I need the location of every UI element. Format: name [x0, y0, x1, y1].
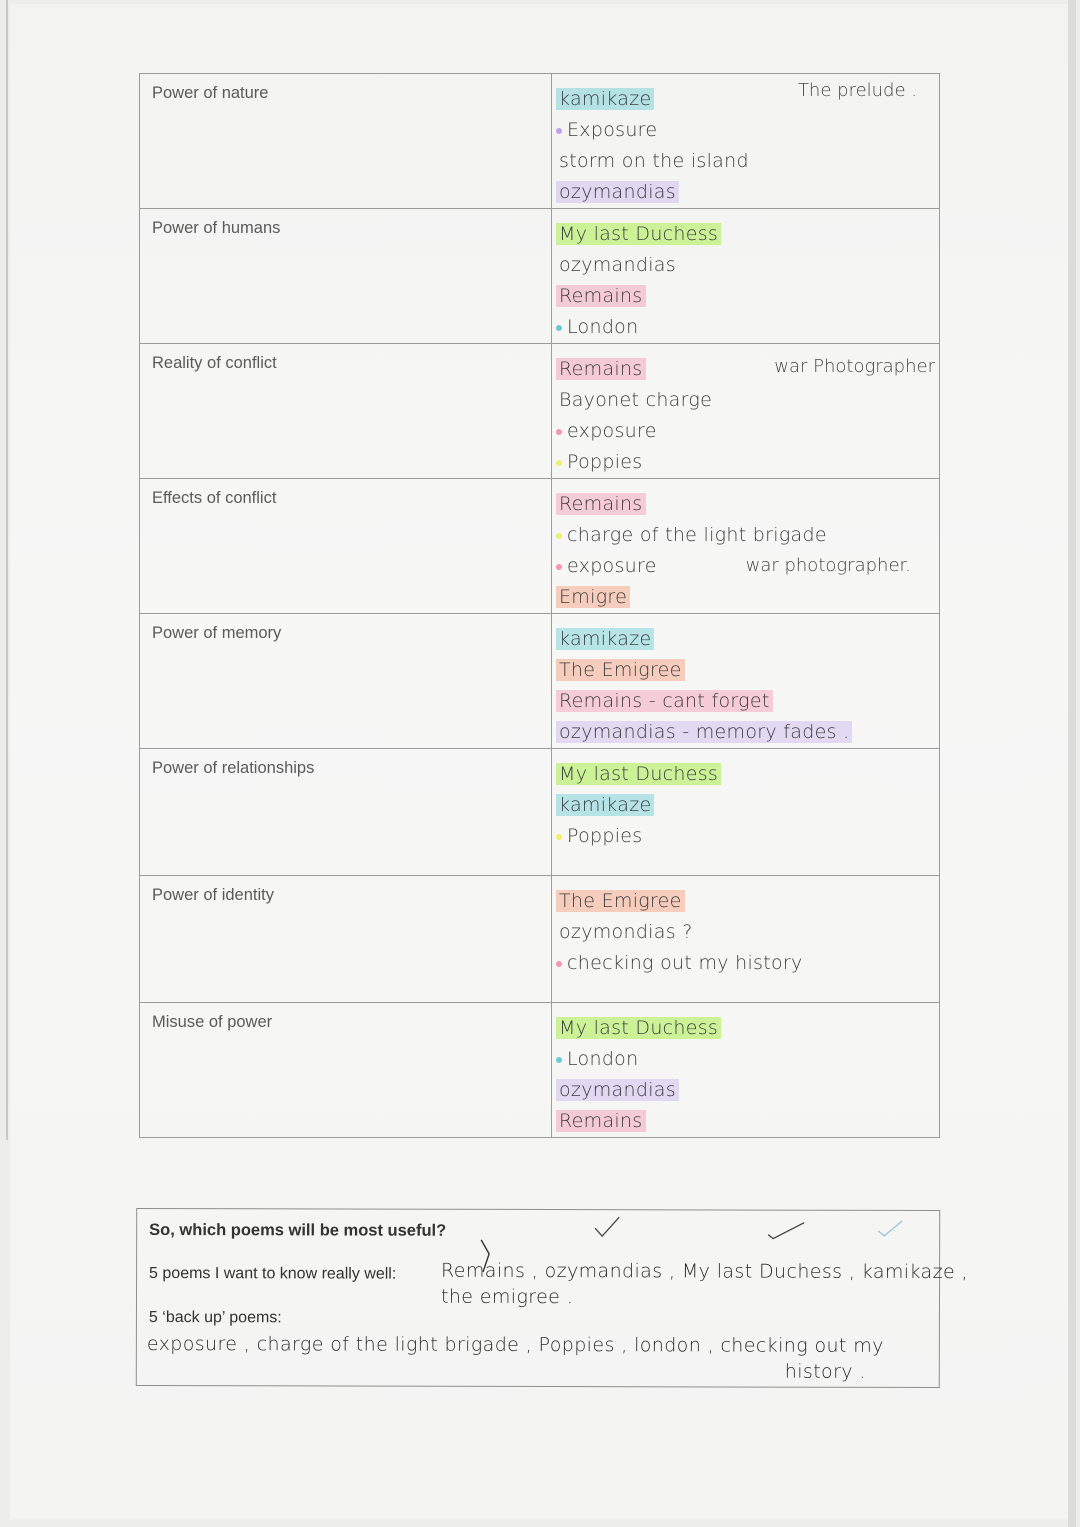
- bullet-dot-icon: [556, 533, 562, 539]
- summary-question: So, which poems will be most useful?: [149, 1220, 447, 1240]
- theme-row: [140, 479, 940, 614]
- poem-item: [556, 489, 939, 520]
- poem-item: [556, 177, 939, 208]
- poem-title: Emigre: [556, 586, 630, 608]
- poem-title: Bayonet charge: [559, 389, 713, 411]
- theme-label: Power of nature: [140, 74, 552, 209]
- poem-item: [556, 686, 939, 717]
- poem-item: [556, 281, 939, 312]
- poem-title: ozymandias: [556, 1079, 679, 1101]
- bullet-dot-icon: [556, 961, 562, 967]
- main-poems-line-2: the emigree .: [440, 1285, 574, 1309]
- poem-title: Remains: [556, 285, 646, 307]
- theme-row: [140, 1003, 940, 1138]
- poem-title: Poppies: [567, 825, 643, 847]
- poem-title: My last Duchess: [556, 223, 721, 245]
- poem-title: London: [567, 1048, 639, 1070]
- theme-label: Misuse of power: [140, 1003, 552, 1138]
- bullet-dot-icon: [556, 128, 562, 134]
- poem-title: checking out my history: [567, 952, 803, 974]
- theme-row: [140, 209, 940, 344]
- poem-title: kamikaze: [556, 794, 654, 816]
- poem-list: [552, 1003, 939, 1137]
- poem-item: [556, 582, 939, 613]
- backup-poems-line-2: history .: [784, 1360, 866, 1383]
- poem-title: kamikaze: [556, 628, 654, 650]
- poem-title: The Emigree: [556, 890, 685, 912]
- poem-item: [556, 655, 939, 686]
- bullet-dot-icon: [556, 325, 562, 331]
- poem-title: Exposure: [567, 119, 658, 141]
- theme-label: Power of memory: [140, 614, 552, 749]
- poem-title: ozymondias ?: [559, 921, 693, 943]
- poem-title: Remains: [556, 493, 646, 515]
- backup-poems-line-1: exposure , charge of the light brigade , Poppies , london , checking out my: [146, 1332, 884, 1357]
- poem-title: London: [567, 316, 639, 338]
- poem-cell: [552, 876, 940, 1003]
- poem-cell: [552, 479, 940, 614]
- check-mark-icon: [765, 1219, 807, 1241]
- theme-row: [140, 74, 940, 209]
- poem-item: [556, 447, 939, 478]
- poem-item: [556, 790, 939, 821]
- poem-cell: [552, 1003, 940, 1138]
- theme-row: [140, 344, 940, 479]
- poem-cell: [552, 209, 940, 344]
- poem-item: [556, 948, 939, 979]
- poem-item: [556, 115, 939, 146]
- poem-item: [556, 1044, 939, 1075]
- side-note: war Photographer: [774, 356, 935, 377]
- page-shadow-right: [1068, 0, 1076, 1527]
- poem-item: [556, 520, 939, 551]
- poem-item: [556, 416, 939, 447]
- page-shadow-left: [6, 0, 8, 1140]
- main-poems-line-1: Remains , ozymandias , My last Duchess , kamikaze ,: [441, 1259, 968, 1284]
- main-poems-label: 5 poems I want to know really well:: [149, 1264, 397, 1283]
- poem-title: ozymandias: [556, 181, 679, 203]
- poem-cell: [552, 74, 940, 209]
- bullet-dot-icon: [556, 460, 562, 466]
- side-note: war photographer.: [745, 555, 911, 576]
- poem-title: charge of the light brigade: [567, 524, 827, 546]
- poem-item: [556, 219, 939, 250]
- poem-title: kamikaze: [556, 88, 654, 110]
- poem-cell: [552, 749, 940, 876]
- bullet-dot-icon: [556, 834, 562, 840]
- poem-item: [556, 821, 939, 852]
- themes-table-body: [140, 74, 940, 1138]
- poem-title: ozymandias: [559, 254, 676, 276]
- poem-title: The Emigree: [556, 659, 685, 681]
- theme-row: [140, 614, 940, 749]
- poem-list: [552, 209, 939, 343]
- theme-label: Power of identity: [140, 876, 552, 1003]
- check-mark-icon: [592, 1214, 622, 1240]
- poem-cell: [552, 344, 940, 479]
- poem-title: Remains: [556, 1110, 646, 1132]
- theme-row: [140, 876, 940, 1003]
- poem-item: [556, 917, 939, 948]
- poem-item: [556, 717, 939, 748]
- poem-item: [556, 146, 939, 177]
- poem-item: [556, 385, 939, 416]
- poem-item: [556, 1106, 939, 1137]
- themes-table: [139, 73, 940, 1138]
- theme-label: Reality of conflict: [140, 344, 552, 479]
- poem-title: My last Duchess: [556, 1017, 721, 1039]
- side-note: The prelude .: [797, 80, 917, 101]
- poem-title: Remains - cant forget: [556, 690, 773, 712]
- poem-item: [556, 886, 939, 917]
- poem-item: [556, 312, 939, 343]
- theme-label: Power of humans: [140, 209, 552, 344]
- poem-cell: [552, 614, 940, 749]
- poem-title: storm on the island: [559, 150, 749, 172]
- poem-item: [556, 250, 939, 281]
- poem-list: [552, 876, 939, 979]
- poem-item: [556, 1013, 939, 1044]
- summary-box: [136, 1208, 968, 1388]
- poem-title: exposure: [567, 555, 657, 577]
- poem-item: [556, 759, 939, 790]
- poem-title: My last Duchess: [556, 763, 721, 785]
- check-mark-icon: [875, 1217, 905, 1239]
- bullet-dot-icon: [556, 564, 562, 570]
- theme-label: Effects of conflict: [140, 479, 552, 614]
- theme-row: [140, 749, 940, 876]
- poem-title: exposure: [567, 420, 657, 442]
- poem-title: ozymandias - memory fades .: [556, 721, 852, 743]
- poem-list: [552, 479, 939, 613]
- poem-item: [556, 624, 939, 655]
- bullet-dot-icon: [556, 429, 562, 435]
- backup-poems-label: 5 ‘back up’ poems:: [148, 1308, 282, 1327]
- theme-label: Power of relationships: [140, 749, 552, 876]
- poem-title: Poppies: [567, 451, 643, 473]
- poem-list: [552, 749, 939, 852]
- poem-item: [556, 1075, 939, 1106]
- bullet-dot-icon: [556, 1057, 562, 1063]
- poem-title: Remains: [556, 358, 646, 380]
- poem-list: [552, 614, 939, 748]
